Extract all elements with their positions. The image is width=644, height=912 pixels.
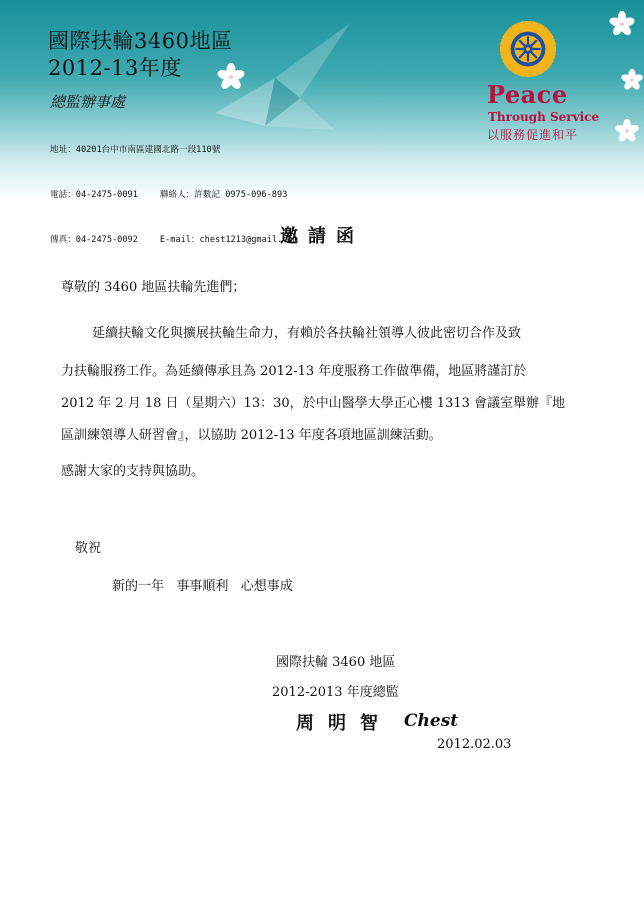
flower-icon [620,68,644,92]
flower-icon [608,10,636,38]
letter-title: 邀請函 [280,226,364,247]
signer-name: 周明智 [296,713,392,734]
signature-organization: 國際扶輪 3460 地區 [276,655,396,670]
body-line-1: 延續扶輪文化與擴展扶輪生命力，有賴於各扶輪社領導人彼此密切合作及致 [92,326,522,341]
body-line-2: 力扶輪服務工作。為延續傳承且為 2012-13 年度服務工作做準備，地區將謹訂於 [61,364,527,379]
phone: 電話：04-2475-0091 [50,190,138,200]
body-line-3: 2012 年 2 月 18 日（星期六）13：30，於中山醫學大學正心樓 1313 會議室舉辦『地 [61,396,565,411]
through-service-text: Through Service [488,110,600,124]
org-title-line1: 國際扶輪3460地區 [48,29,233,53]
address-line: 地址：40201台中市南區建國北路一段110號 [50,145,221,155]
greeting: 尊敬的 3460 地區扶輪先進們； [61,280,246,295]
fax: 傳真：04-2475-0092 [50,235,138,245]
contact-info [50,113,298,278]
phone-line [50,188,298,203]
peace-logo-text: Peace [487,80,568,109]
signature-role: 2012-2013 年度總監 [272,685,399,700]
office-name: 總監辦事處 [50,93,126,111]
rotary-wheel-logo [499,20,557,78]
handwritten-signature: Chest [404,711,459,731]
contact-person: 聯絡人：許數記 0975-096-893 [159,190,288,200]
org-title-line2: 2012-13年度 [48,56,182,80]
body-line-4: 區訓練領導人研習會』，以協助 2012-13 年度各項地區訓練活動。 [61,428,442,443]
theme-slogan: 以服務促進和平 [487,128,579,142]
flower-icon [614,118,640,144]
thanks-line: 感謝大家的支持與協助。 [61,464,205,479]
letter-date: 2012.02.03 [437,737,512,752]
new-year-wish: 新的一年 事事順利 心想事成 [112,579,293,594]
org-title [48,28,232,82]
salutation: 敬祝 [75,541,102,556]
email: E-mail：chest1213@gmail.com [159,235,298,245]
